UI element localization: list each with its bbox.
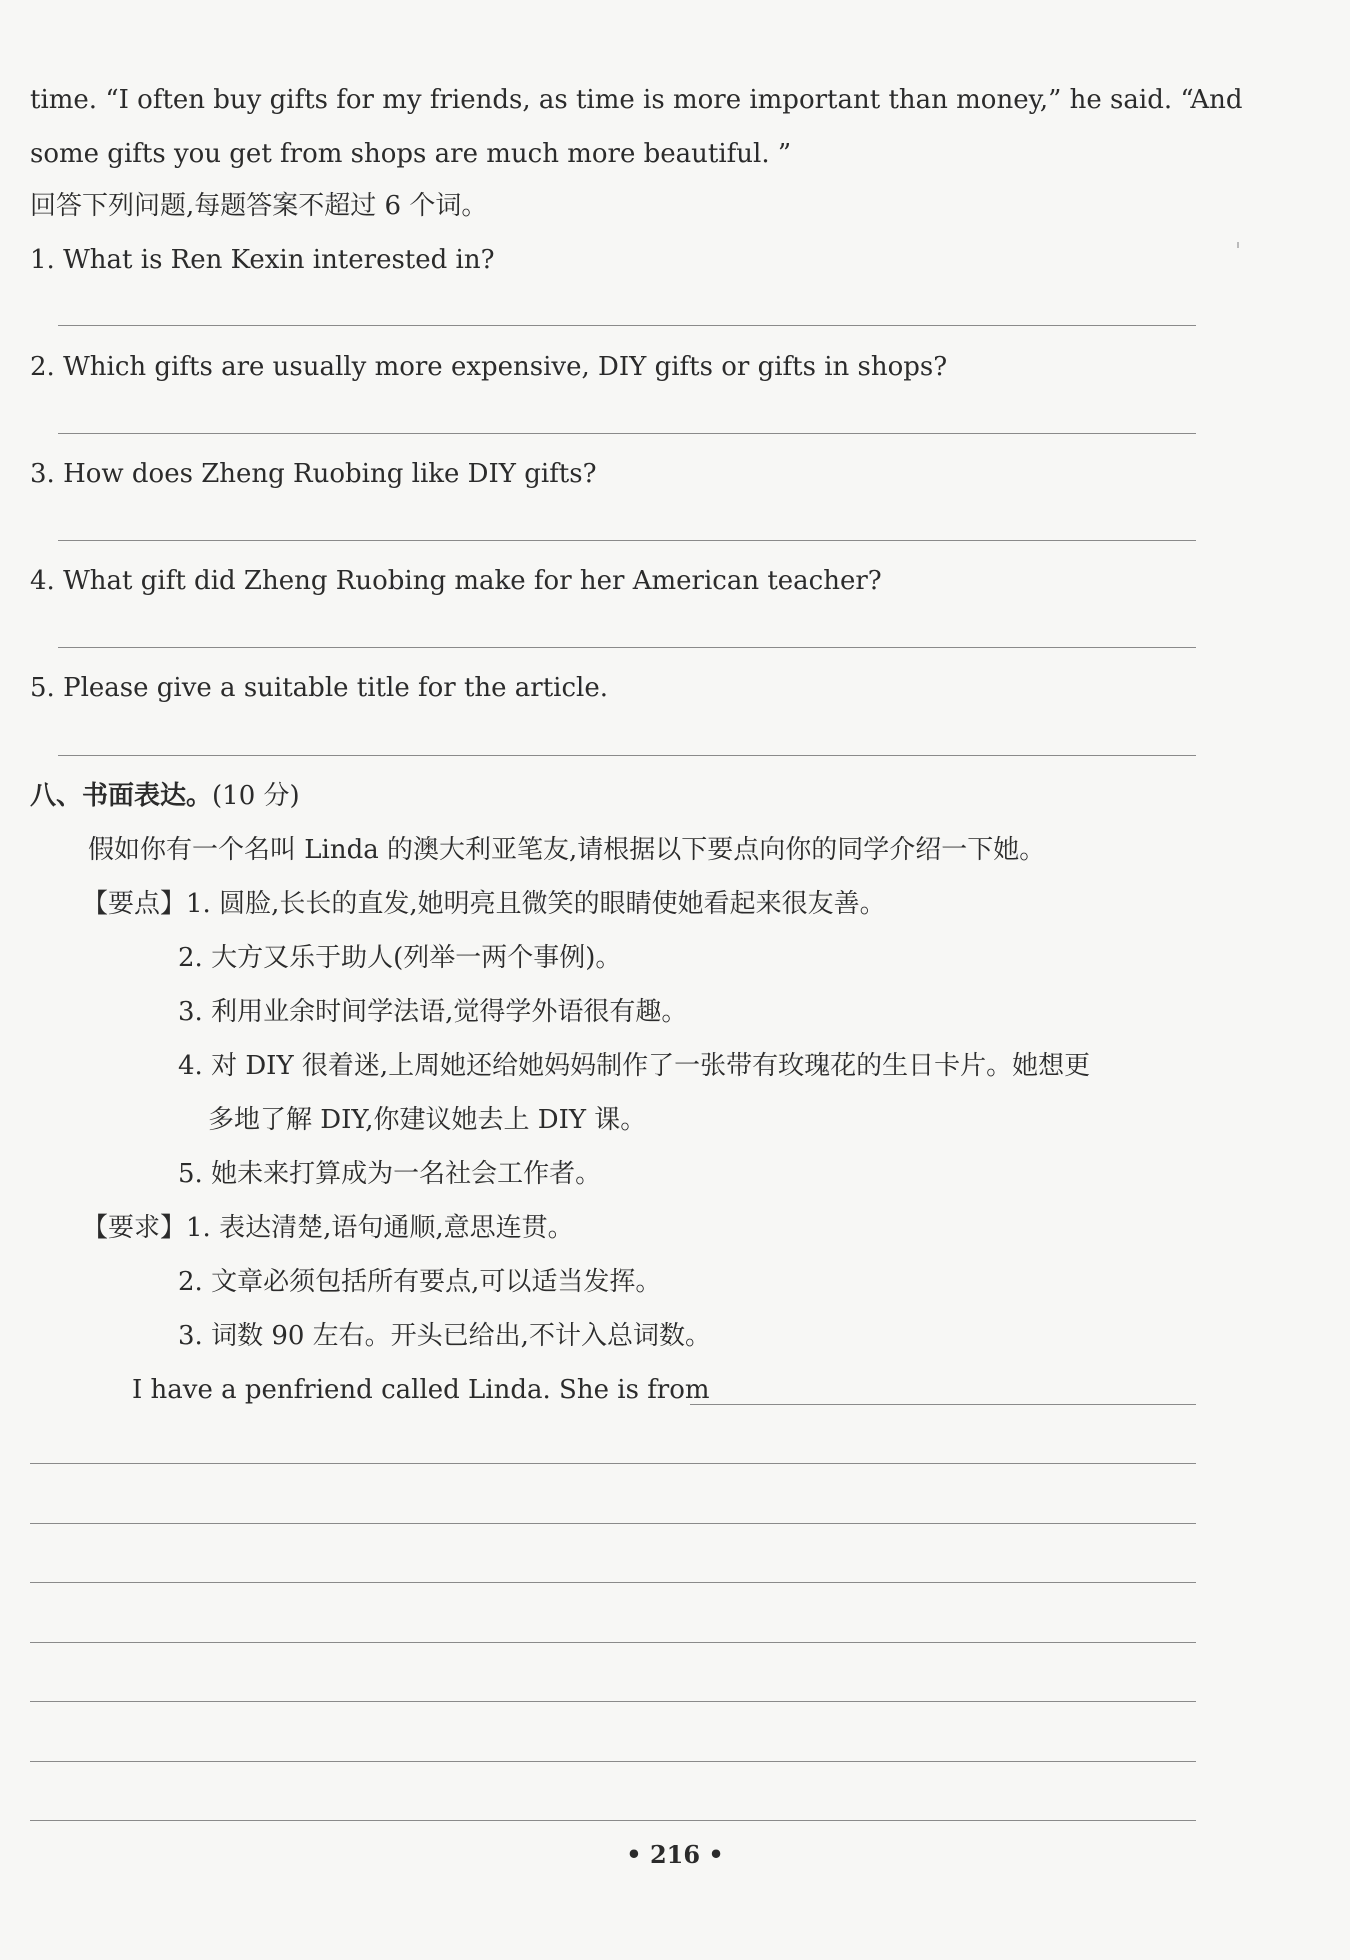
essay-line-starter[interactable] [690,1404,1196,1405]
essay-line-2[interactable] [30,1523,1196,1524]
points-label: 【要点】 [82,889,187,919]
scan-speck [1237,242,1239,248]
point-2: 2. 大方又乐于助人(列举一两个事例)。 [178,943,622,973]
answer-line-1[interactable] [58,325,1196,326]
passage-line-2: some gifts you get from shops are much more beautiful. ” [30,139,792,169]
essay-line-5[interactable] [30,1701,1196,1702]
instructions: 回答下列问题,每题答案不超过 6 个词。 [30,191,488,221]
essay-line-6[interactable] [30,1761,1196,1762]
point-5: 5. 她未来打算成为一名社会工作者。 [178,1159,602,1189]
answer-line-5[interactable] [58,755,1196,756]
answer-line-3[interactable] [58,540,1196,541]
section-8-score: (10 分) [212,781,300,811]
question-1: 1. What is Ren Kexin interested in? [30,245,495,275]
requirement-1: 1. 表达清楚,语句通顺,意思连贯。 [186,1213,574,1243]
question-4: 4. What gift did Zheng Ruobing make for her American teacher? [30,566,882,596]
point-4: 4. 对 DIY 很着迷,上周她还给她妈妈制作了一张带有玫瑰花的生日卡片。她想更 [178,1051,1091,1081]
answer-line-2[interactable] [58,433,1196,434]
point-4-continued: 多地了解 DIY,你建议她去上 DIY 课。 [208,1105,647,1135]
requirements-label: 【要求】 [82,1213,187,1243]
points-row-1 [82,884,886,924]
essay-line-1[interactable] [30,1463,1196,1464]
requirement-3: 3. 词数 90 左右。开头已给出,不计入总词数。 [178,1321,711,1351]
question-3: 3. How does Zheng Ruobing like DIY gifts? [30,459,597,489]
question-2: 2. Which gifts are usually more expensive, DIY gifts or gifts in shops? [30,352,948,382]
section-8-header [30,776,300,816]
essay-line-3[interactable] [30,1582,1196,1583]
page-number: • 216 • [626,1840,724,1869]
requirements-row-1 [82,1208,574,1248]
point-3: 3. 利用业余时间学法语,觉得学外语很有趣。 [178,997,688,1027]
passage-line-1: time. “I often buy gifts for my friends, as time is more important than money,” he said. “And [30,85,1243,115]
section-8-heading: 八、书面表达。 [30,781,213,811]
essay-line-4[interactable] [30,1642,1196,1643]
essay-starter: I have a penfriend called Linda. She is from [132,1375,710,1405]
section-8-intro: 假如你有一个名叫 Linda 的澳大利亚笔友,请根据以下要点向你的同学介绍一下她。 [88,835,1046,865]
essay-line-7[interactable] [30,1820,1196,1821]
point-1: 1. 圆脸,长长的直发,她明亮且微笑的眼睛使她看起来很友善。 [186,889,886,919]
question-5: 5. Please give a suitable title for the article. [30,673,609,703]
requirement-2: 2. 文章必须包括所有要点,可以适当发挥。 [178,1267,662,1297]
answer-line-4[interactable] [58,647,1196,648]
